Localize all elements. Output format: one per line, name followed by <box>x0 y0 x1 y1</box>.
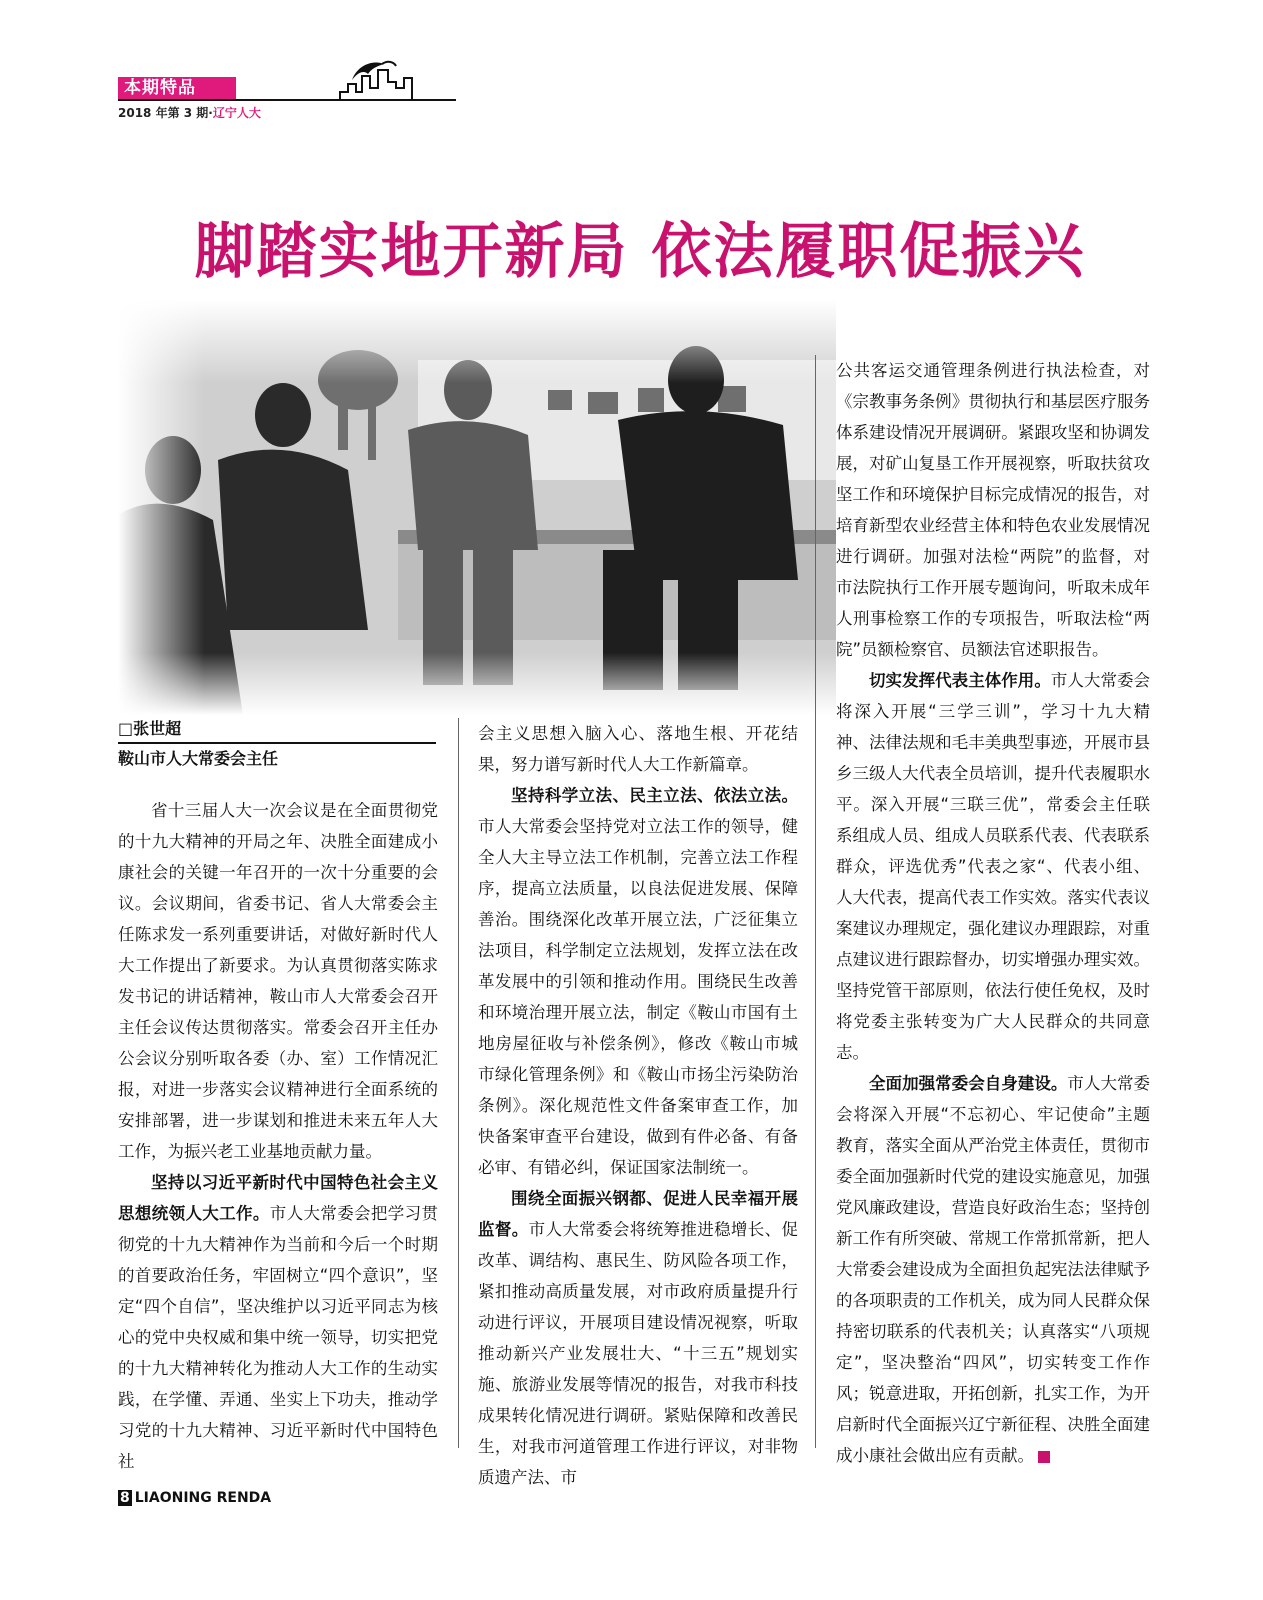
column-divider <box>815 355 816 1448</box>
article-column-2 <box>478 718 798 1493</box>
paragraph-text: 市人大常委会将深入开展“不忘初心、牢记使命”主题教育，落实全面从严治党主体责任，贯彻市委全面加强新时代党的建设实施意见，加强党风廉政建设，营造良好政治生态；坚持创新工作有所突破、常规工作常抓常新，把人大常委会建设成为全面担负起宪法法律赋予的各项职责的工作机关，成为同人民群众保持密切联系的代表机关；认真落实“八项规定”，坚决整治“四风”，切实转变工作作风；锐意进取，开拓创新，扎实工作，为开启新时代全面振兴辽宁新征程、决胜全面建成小康社会做出应有贡献。 <box>836 1074 1150 1465</box>
paragraph-text: 市人大常委会将深入开展“三学三训”，学习十九大精神、法律法规和毛丰美典型事迹，开展市县乡三级人大代表全员培训，提升代表履职水平。深入开展“三联三优”，常委会主任联系组成人员、组成人员联系代表、代表联系群众，评选优秀”代表之家“、代表小组、人大代表，提高代表工作实效。落实代表议案建议办理规定，强化建议办理跟踪，对重点建议进行跟踪督办，切实增强办理实效。坚持党管干部原则，依法行使任免权，及时将党委主张转变为广大人民群众的共同意志。 <box>836 671 1150 1062</box>
paragraph-text: 市人大常委会把学习贯彻党的十九大精神作为当前和今后一个时期的首要政治任务，牢固树立“四个意识”，坚定“四个自信”，坚决维护以习近平同志为核心的党中央权威和集中统一领导，切实把党的十九大精神转化为推动人大工作的生动实践，在学懂、弄通、坐实上下功夫，推动学习党的十九大精神、习近平新时代中国特色社 <box>118 1204 439 1471</box>
paragraph-heading: 坚持以习近平新时代中国特色社会主义思想统领人大工作。 <box>118 1173 438 1223</box>
paragraph-heading: 切实发挥代表主体作用。 <box>869 671 1051 690</box>
paragraph: 公共客运交通管理条例进行执法检查，对《宗教事务条例》贯彻执行和基层医疗服务体系建设情况开展调研。紧跟攻坚和协调发展，对矿山复垦工作开展视察，听取扶贫攻坚工作和环境保护目标完成情况的报告，对培育新型农业经营主体和特色农业发展情况进行调研。加强对法检“两院”的监督，对市法院执行工作开展专题询问，听取未成年人刑事检察工作的专项报告，听取法检“两院”员额检察官、员额法官述职报告。 <box>836 361 1150 659</box>
article-photo <box>118 300 836 715</box>
issue-magazine: 辽宁人大 <box>212 106 261 120</box>
article-column-3 <box>836 355 1150 1471</box>
paragraph: 省十三届人大一次会议是在全面贯彻党的十九大精神的开局之年、决胜全面建成小康社会的关键一年召开的一次十分重要的会议。会议期间，省委书记、省人大常委会主任陈求发一系列重要讲话，对做好新时代人大工作提出了新要求。为认真贯彻落实陈求发书记的讲话精神，鞍山市人大常委会召开主任会议传达贯彻落实。常委会召开主任办公会议分别听取各委（办、室）工作情况汇报，对进一步落实会议精神进行全面系统的安排部署，进一步谋划和推进未来五年人大工作，为振兴老工业基地贡献力量。 <box>118 801 438 1161</box>
paragraph-heading: 全面加强常委会自身建设。 <box>869 1074 1068 1093</box>
issue-line <box>118 104 261 121</box>
article-column-1 <box>118 795 438 1477</box>
paragraph-heading: 围绕全面振兴钢都、促进人民幸福开展监督。 <box>478 1189 798 1239</box>
paragraph: 会主义思想入脑入心、落地生根、开花结果，努力谱写新时代人大工作新篇章。 <box>478 724 798 774</box>
skyline-logo-icon <box>338 58 456 102</box>
paragraph <box>118 1167 438 1477</box>
author-name: □张世超 <box>118 719 182 738</box>
photo-meeting-icon <box>118 300 836 715</box>
paragraph <box>836 1068 1150 1471</box>
author-title: 鞍山市人大常委会主任 <box>118 749 279 768</box>
page-footer <box>118 1490 271 1506</box>
paragraph <box>836 665 1150 1068</box>
section-label-text: 本期特品 <box>124 78 196 98</box>
end-mark-icon <box>1038 1451 1050 1463</box>
headline: 脚踏实地开新局 依法履职促振兴 <box>194 217 1086 287</box>
paragraph-heading: 坚持科学立法、民主立法、依法立法。 <box>511 786 798 805</box>
paragraph <box>478 780 798 1183</box>
section-label <box>118 77 236 99</box>
paragraph-text: 市人大常委会坚持党对立法工作的领导，健全人大主导立法工作机制，完善立法工作程序，提高立法质量，以良法促进发展、保障善治。围绕深化改革开展立法，广泛征集立法项目，科学制定立法规划，发挥立法在改革发展中的引领和推动作用。围绕民生改善和环境治理开展立法，制定《鞍山市国有土地房屋征收与补偿条例》，修改《鞍山市城市绿化管理条例》和《鞍山市扬尘污染防治条例》。深化规范性文件备案审查工作，加快备案审查平台建设，做到有件必备、有备必审、有错必纠，保证国家法制统一。 <box>478 817 798 1177</box>
byline <box>118 718 438 770</box>
page-number: 8 <box>120 1490 130 1506</box>
issue-number: 2018 年第 3 期· <box>118 106 213 120</box>
paragraph <box>478 1183 798 1493</box>
column-divider <box>458 718 459 1448</box>
paragraph-text: 市人大常委会将统筹推进稳增长、促改革、调结构、惠民生、防风险各项工作，紧扣推动高质量发展，对市政府质量提升行动进行评议，开展项目建设情况视察，听取推动新兴产业发展壮大、“十三五”规划实施、旅游业发展等情况的报告，对我市科技成果转化情况进行调研。紧贴保障和改善民生，对我市河道管理工作进行评议，对非物质遗产法、市 <box>478 1220 799 1487</box>
magazine-name: LIAONING RENDA <box>134 1490 272 1506</box>
byline-rule <box>118 742 436 744</box>
